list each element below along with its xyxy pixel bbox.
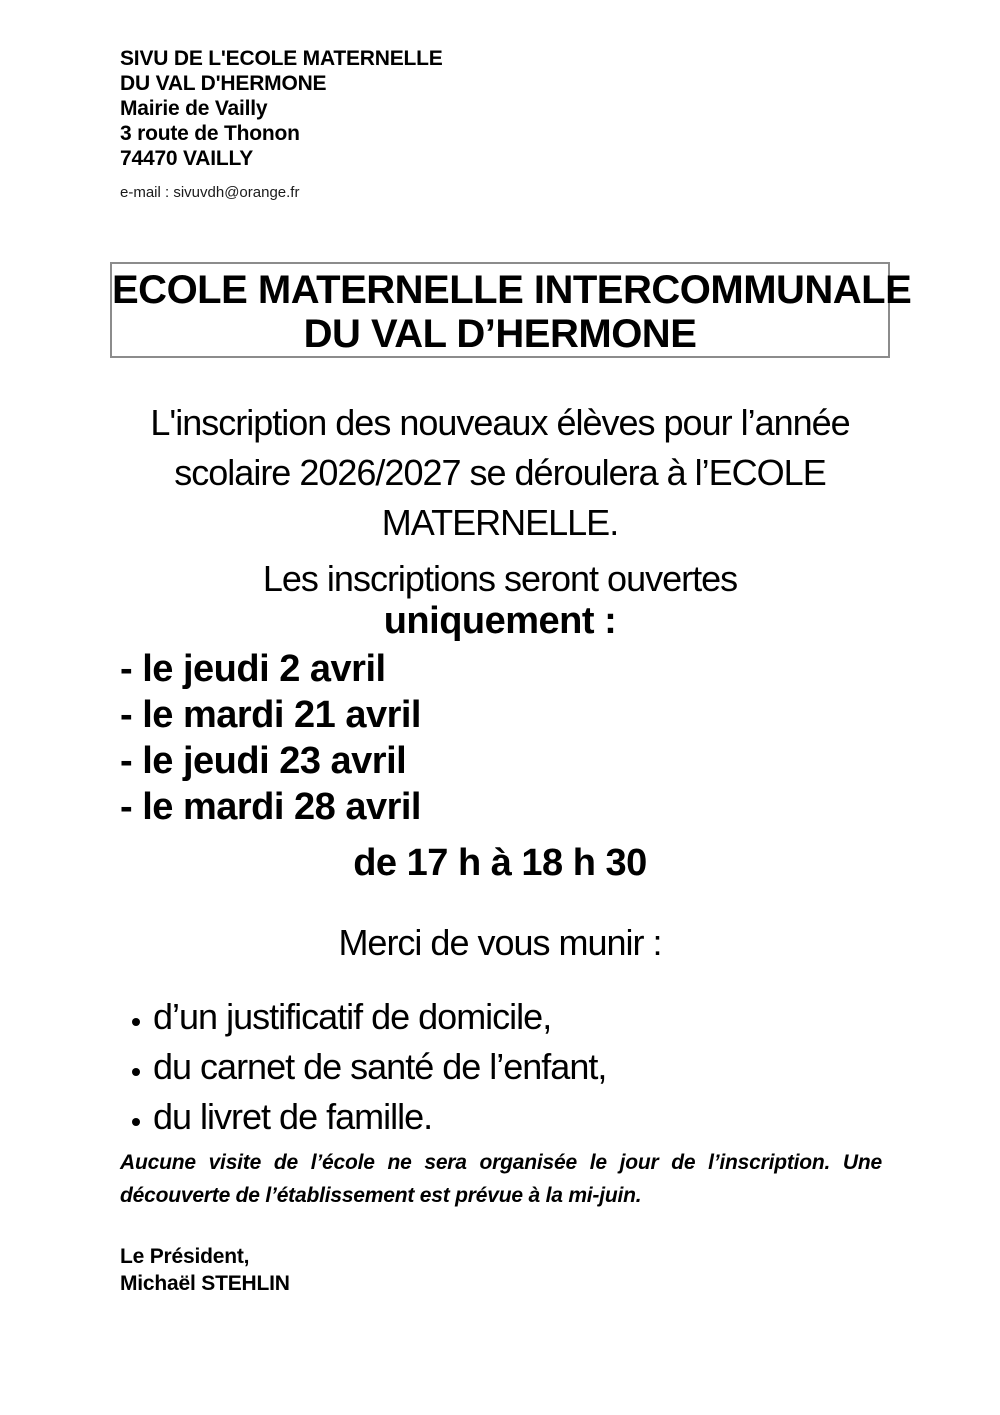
sender-address-block [120, 46, 443, 171]
sender-line: SIVU DE L'ECOLE MATERNELLE [120, 47, 443, 70]
bullet-icon [132, 1068, 140, 1076]
opening-emphasis: uniquement : [383, 600, 617, 642]
opening-lead: Les inscriptions seront ouvertes [262, 558, 738, 599]
signature-name: Michaël STEHLIN [120, 1272, 290, 1295]
intro-line: L'inscription des nouveaux élèves pour l’année [150, 402, 850, 443]
visit-note [120, 1146, 882, 1212]
list-item-text: du livret de famille. [153, 1096, 433, 1137]
list-item-text: d’un justificatif de domicile, [153, 996, 552, 1037]
title-line-1: ECOLE MATERNELLE INTERCOMMUNALE [112, 268, 912, 312]
intro-paragraph [0, 398, 1000, 548]
bullet-icon [132, 1018, 140, 1026]
list-item [132, 992, 606, 1042]
date-item: - le jeudi 23 avril [120, 740, 407, 782]
date-item: - le mardi 28 avril [120, 786, 421, 828]
sender-line: 3 route de Thonon [120, 122, 300, 145]
intro-line: MATERNELLE. [381, 502, 619, 543]
title-box [110, 262, 912, 358]
list-item-text: du carnet de santé de l’enfant, [153, 1046, 607, 1087]
sender-email: e-mail : sivuvdh@orange.fr [120, 184, 300, 201]
sender-line: 74470 VAILLY [120, 147, 254, 170]
bullet-icon [132, 1118, 140, 1126]
date-item: - le jeudi 2 avril [120, 648, 386, 690]
sender-line: DU VAL D'HERMONE [120, 72, 327, 95]
dates-list [120, 646, 421, 830]
date-item: - le mardi 21 avril [120, 694, 421, 736]
signature-block [120, 1243, 290, 1297]
title-line-2: DU VAL D’HERMONE [303, 312, 697, 356]
list-item [132, 1042, 606, 1092]
note-line: Aucune visite de l’école ne sera organisée le jour de l’inscription. Une [120, 1151, 882, 1174]
intro-line: scolaire 2026/2027 se déroulera à l’ECOLE [174, 452, 826, 493]
hours-line: de 17 h à 18 h 30 [353, 842, 647, 884]
sender-line: Mairie de Vailly [120, 97, 268, 120]
list-item [132, 1092, 606, 1142]
signature-role: Le Président, [120, 1245, 250, 1268]
bring-lead: Merci de vous munir : [338, 922, 662, 963]
note-line: découverte de l’établissement est prévue à la mi-juin. [120, 1184, 642, 1207]
bring-list [132, 992, 606, 1142]
